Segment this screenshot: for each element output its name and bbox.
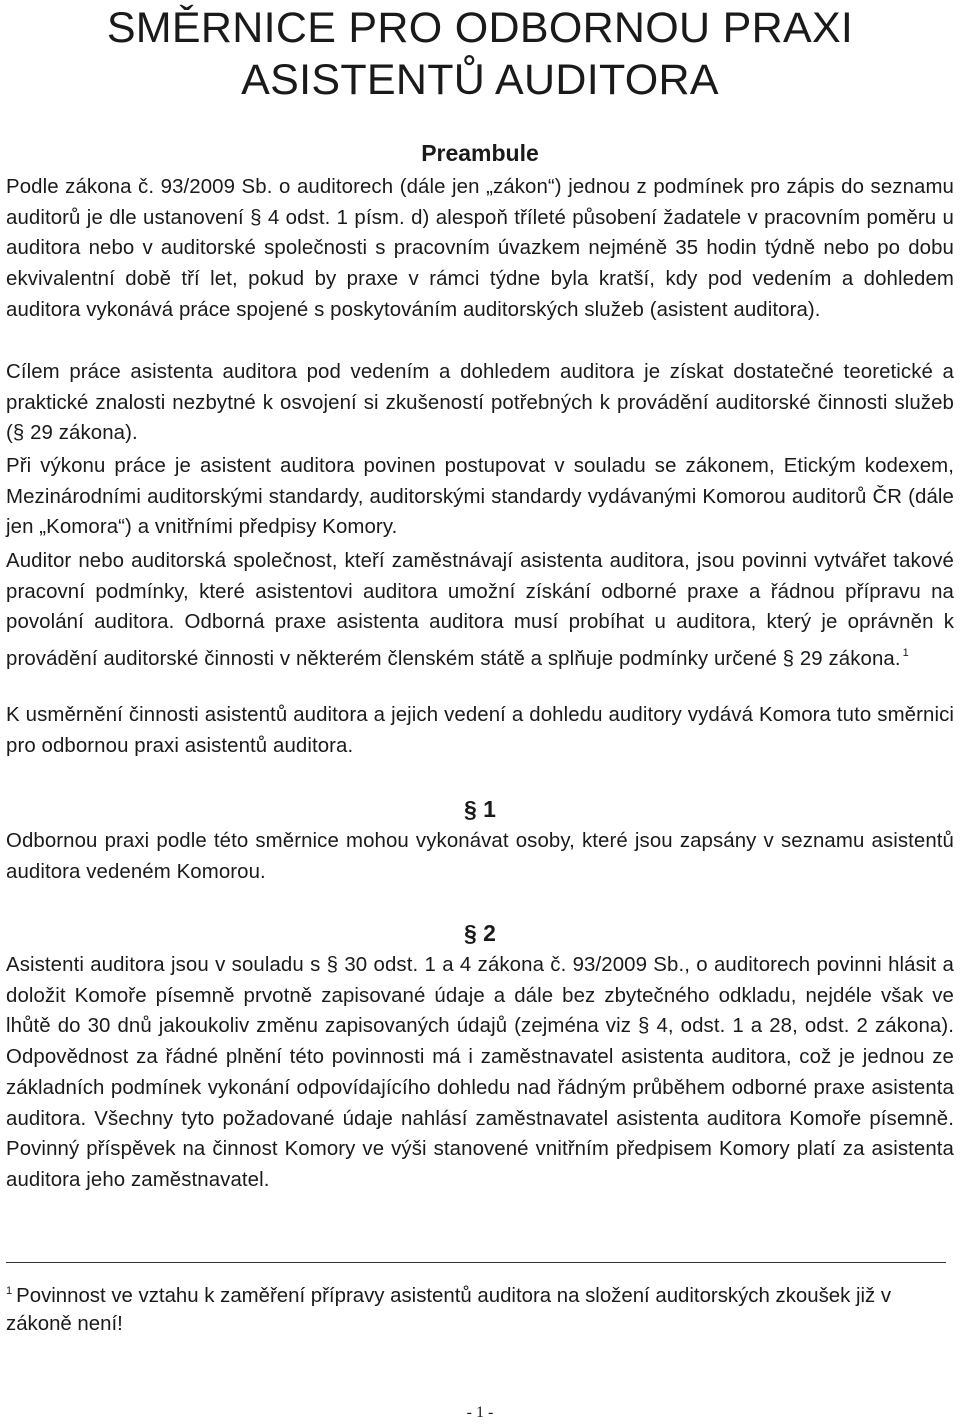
document-title-line-2: ASISTENTŮ AUDITORA bbox=[241, 56, 719, 104]
footnote-text: Povinnost ve vztahu k zaměření přípravy asistentů auditora na složení auditorských zkoušek již v zákoně není! bbox=[6, 1285, 892, 1335]
preamble-heading: Preambule bbox=[421, 140, 539, 166]
page-number: - 1 - bbox=[466, 1404, 494, 1421]
preamble-paragraph-4-text: Auditor nebo auditorská společnost, kteří zaměstnávají asistenta auditora, jsou povinni vytvářet takové pracovní podmínky, které asistentovi auditora umožní získání odborné praxe a řádnou přípravu na povolání auditora. Odborná praxe asistenta auditora musí probíhat u auditora, který je oprávněn k provádění auditorské činnosti v některém členském státě a splňuje podmínky určené § 29 zákona. bbox=[6, 550, 954, 671]
preamble-paragraph-5: K usměrnění činnosti asistentů auditora a jejich vedení a dohledu auditory vydává Komora tuto směrnici pro odbornou praxi asistentů auditora. bbox=[6, 704, 954, 757]
footnote-reference[interactable]: 1 bbox=[902, 647, 909, 660]
section-2-heading: § 2 bbox=[464, 920, 496, 946]
preamble-paragraph-2: Cílem práce asistenta auditora pod vedením a dohledem auditora je získat dostatečné teoretické a praktické znalosti nezbytné k osvojení si zkušeností potřebných k provádění auditorské činnosti služeb (§ 29 zákona). bbox=[6, 361, 954, 445]
document-title-line-1: SMĚRNICE PRO ODBORNOU PRAXI bbox=[106, 4, 854, 52]
section-1-heading: § 1 bbox=[464, 796, 496, 822]
preamble-paragraph-4 bbox=[6, 546, 954, 675]
preamble-paragraph-3: Při výkonu práce je asistent auditora povinen postupovat v souladu se zákonem, Etickým kodexem, Mezinárodními auditorskými standardy, auditorskými standardy vydávanými Komorou auditorů ČR (dále jen „Komora“) a vnitřními předpisy Komory. bbox=[6, 455, 954, 539]
section-2-text: Asistenti auditora jsou v souladu s § 30 odst. 1 a 4 zákona č. 93/2009 Sb., o auditorech povinni hlásit a doložit Komoře písemně prvotně zapisované údaje a dále bez zbytečného odkladu, nejdéle však ve lhůtě do 30 dnů jakoukoliv změnu zapisovaných údajů (zejména viz § 4, odst. 1 a 28, odst. 2 zákona). Odpovědnost za řádné plnění této povinnosti má i zaměstnavatel asistenta auditora, což je jednou ze základních podmínek vykonání odpovídajícího dohledu nad řádným průběhem odborné praxe asistenta auditora. Všechny tyto požadované údaje nahlásí zaměstnavatel asistenta auditora Komoře písemně. Povinný příspěvek na činnost Komory ve výši stanovené vnitřním předpisem Komory platí za asistenta auditora jeho zaměstnavatel. bbox=[6, 954, 954, 1191]
document-title bbox=[0, 2, 960, 106]
footnote-marker: 1 bbox=[6, 1285, 13, 1297]
footnote bbox=[6, 1277, 954, 1338]
preamble-paragraph-1: Podle zákona č. 93/2009 Sb. o auditorech (dále jen „zákon“) jednou z podmínek pro zápis do seznamu auditorů je dle ustanovení § 4 odst. 1 písm. d) alespoň tříleté působení žadatele v pracovním poměru u auditora nebo v auditorské společnosti s pracovním úvazkem nejméně 35 hodin týdně nebo po dobu ekvivalentní době tří let, pokud by praxe v rámci týdne byla kratší, kdy pod vedením a dohledem auditora vykonává práce spojené s poskytováním auditorských služeb (asistent auditora). bbox=[6, 176, 954, 321]
section-1-text: Odbornou praxi podle této směrnice mohou vykonávat osoby, které jsou zapsány v seznamu asistentů auditora vedeném Komorou. bbox=[6, 830, 954, 883]
footnote-divider bbox=[6, 1262, 946, 1263]
